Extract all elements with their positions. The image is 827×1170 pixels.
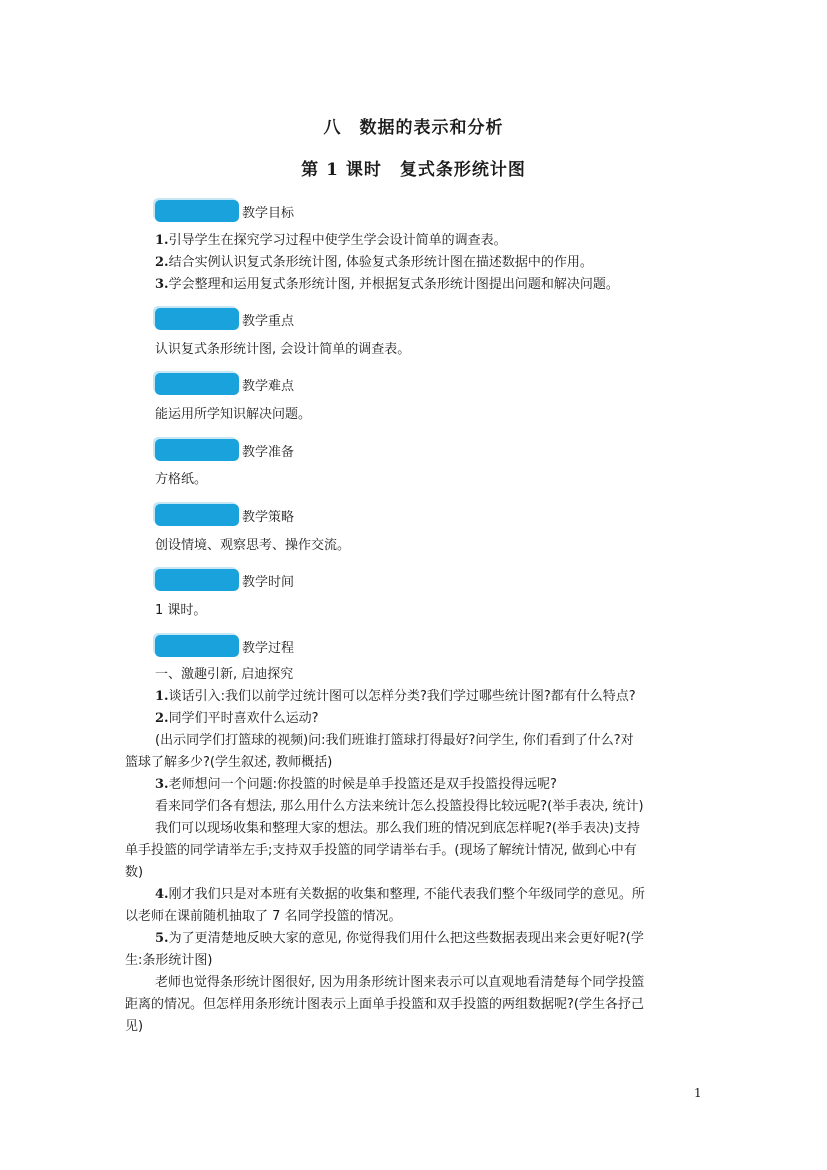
section-strategy	[155, 500, 294, 526]
process-line: 单手投篮的同学请举左手;支持双手投篮的同学请举右手。(现场了解统计情况, 做到心中有	[125, 843, 637, 858]
section-prep	[155, 435, 294, 461]
key-text: 认识复式条形统计图, 会设计简单的调查表。	[155, 342, 411, 357]
process-line: 数)	[125, 865, 144, 880]
section-label: 教学重点	[242, 314, 295, 329]
section-key	[155, 304, 294, 330]
section-marker	[155, 308, 239, 330]
section-time	[155, 565, 294, 591]
process-line: 看来同学们各有想法, 那么用什么方法来统计怎么投篮投得比较远呢?(举手表决, 统计)	[155, 799, 644, 814]
process-line: (出示同学们打篮球的视频)问:我们班谁打篮球打得最好?问学生, 你们看到了什么?对	[155, 733, 634, 748]
process-line: 以老师在课前随机抽取了 7 名同学投篮的情况。	[125, 909, 402, 924]
section-marker	[155, 439, 239, 461]
section-marker	[155, 504, 239, 526]
section-label: 教学过程	[242, 641, 295, 656]
section-marker	[155, 373, 239, 395]
strategy-text: 创设情境、观察思考、操作交流。	[155, 538, 351, 553]
section-label: 教学策略	[242, 510, 295, 525]
section-label: 教学目标	[242, 206, 295, 221]
process-line: 3.老师想问一个问题:你投篮的时候是单手投篮还是双手投篮投得远呢?	[155, 777, 557, 792]
section-label: 教学时间	[242, 575, 295, 590]
section-goals	[155, 196, 294, 222]
goal-item: 3.学会整理和运用复式条形统计图, 并根据复式条形统计图提出问题和解决问题。	[155, 277, 619, 292]
difficulty-text: 能运用所学知识解决问题。	[155, 407, 312, 422]
process-line: 距离的情况。但怎样用条形统计图表示上面单手投篮和双手投篮的两组数据呢?(学生各抒己	[125, 997, 644, 1012]
lesson-title: 第 1 课时 复式条形统计图	[301, 160, 526, 180]
section-marker	[155, 200, 239, 222]
process-line: 4.刚才我们只是对本班有关数据的收集和整理, 不能代表我们整个年级同学的意见。所	[155, 887, 645, 902]
section-process	[155, 631, 294, 657]
chapter-title: 八 数据的表示和分析	[323, 118, 504, 138]
process-line: 篮球了解多少?(学生叙述, 教师概括)	[125, 755, 333, 770]
process-heading: 一、激趣引新, 启迪探究	[155, 667, 294, 682]
process-line: 见)	[125, 1019, 144, 1034]
process-line: 老师也觉得条形统计图很好, 因为用条形统计图来表示可以直观地看清楚每个同学投篮	[155, 975, 645, 990]
section-marker	[155, 569, 239, 591]
process-line: 2.同学们平时喜欢什么运动?	[155, 711, 319, 726]
process-line: 生:条形统计图)	[125, 953, 213, 968]
section-difficulty	[155, 369, 294, 395]
section-label: 教学难点	[242, 379, 295, 394]
process-line: 我们可以现场收集和整理大家的想法。那么我们班的情况到底怎样呢?(举手表决)支持	[155, 821, 641, 836]
goal-item: 2.结合实例认识复式条形统计图, 体验复式条形统计图在描述数据中的作用。	[155, 255, 593, 270]
prep-text: 方格纸。	[155, 472, 208, 487]
section-marker	[155, 635, 239, 657]
page-number: 1	[694, 1086, 702, 1100]
goal-item: 1.引导学生在探究学习过程中使学生学会设计简单的调查表。	[155, 233, 507, 248]
process-line: 5.为了更清楚地反映大家的意见, 你觉得我们用什么把这些数据表现出来会更好呢?(学	[155, 931, 644, 946]
section-label: 教学准备	[242, 445, 295, 460]
process-line: 1.谈话引入:我们以前学过统计图可以怎样分类?我们学过哪些统计图?都有什么特点?	[155, 689, 636, 704]
time-text: 1 课时。	[155, 603, 207, 618]
